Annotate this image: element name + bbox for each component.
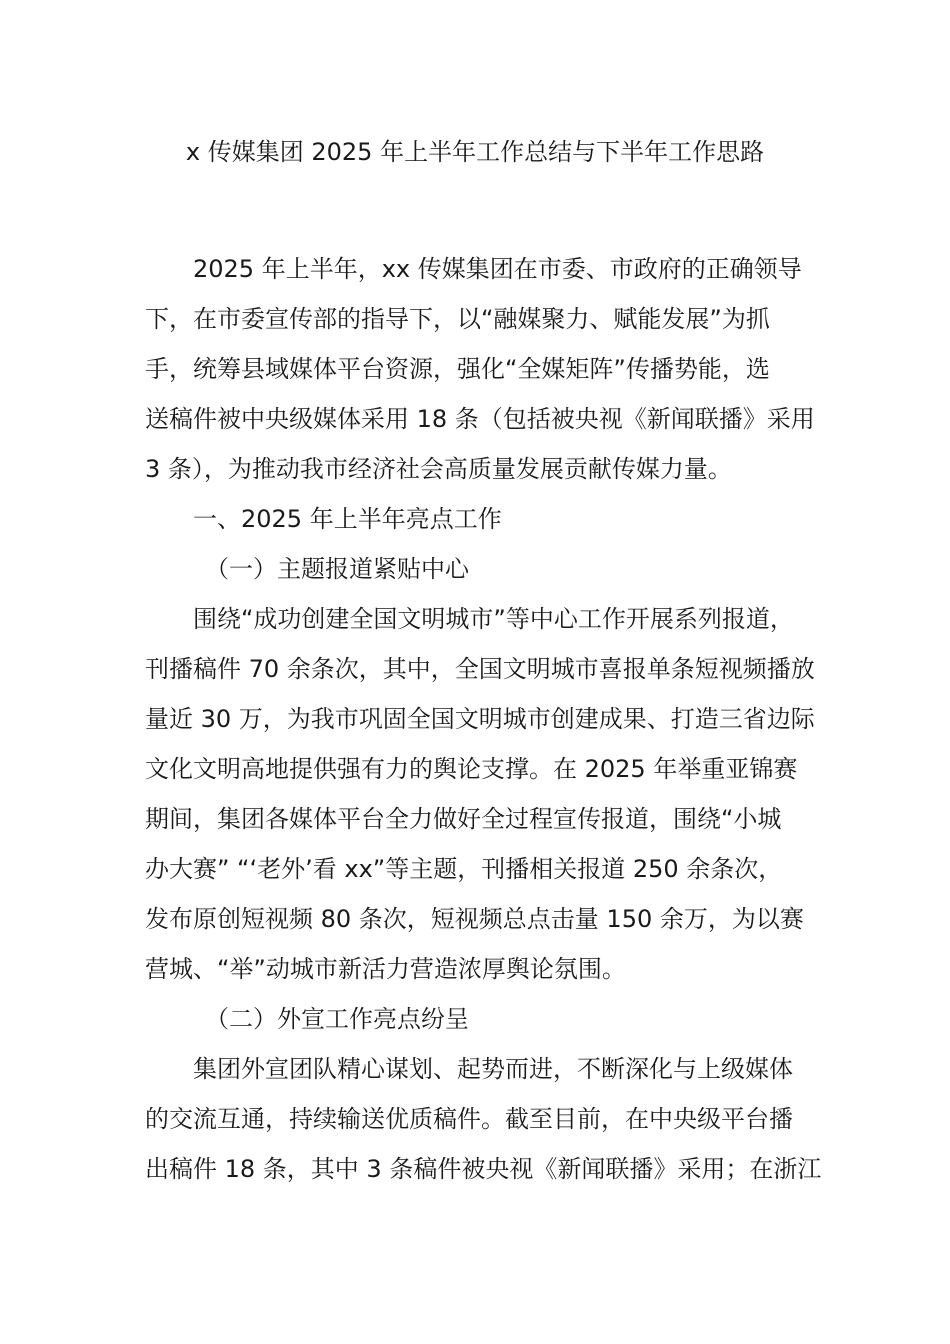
- paragraph-line: 发布原创短视频 80 条次，短视频总点击量 150 余万，为以赛: [145, 905, 804, 933]
- subsection-heading: （一）主题报道紧贴中心: [205, 555, 469, 583]
- paragraph-line: 手，统筹县域媒体平台资源，强化“全媒矩阵”传播势能，选: [145, 355, 770, 383]
- paragraph-line: 3 条），为推动我市经济社会高质量发展贡献传媒力量。: [145, 455, 732, 483]
- section-heading: 一、2025 年上半年亮点工作: [193, 505, 502, 533]
- paragraph-line: 文化文明高地提供强有力的舆论支撑。在 2025 年举重亚锦赛: [145, 755, 798, 783]
- document-body: [145, 244, 822, 1194]
- paragraph-line: 2025 年上半年，xx 传媒集团在市委、市政府的正确领导: [193, 255, 802, 283]
- paragraph-line: 围绕“成功创建全国文明城市”等中心工作开展系列报道，: [193, 605, 794, 633]
- paragraph-line: 量近 30 万，为我市巩固全国文明城市创建成果、打造三省边际: [145, 705, 815, 733]
- paragraph-line: 集团外宣团队精心谋划、起势而进，不断深化与上级媒体: [193, 1055, 793, 1083]
- document-title: x 传媒集团 2025 年上半年工作总结与下半年工作思路: [185, 138, 765, 166]
- paragraph-line: 营城、“举”动城市新活力营造浓厚舆论氛围。: [145, 955, 626, 983]
- paragraph-line: 下，在市委宣传部的指导下，以“融媒聚力、赋能发展”为抓: [145, 305, 770, 333]
- paragraph-line: 办大赛” “‘老外’看 xx”等主题，刊播相关报道 250 余条次，: [145, 855, 783, 883]
- paragraph-line: 的交流互通，持续输送优质稿件。截至目前，在中央级平台播: [145, 1105, 793, 1133]
- paragraph-line: 期间，集团各媒体平台全力做好全过程宣传报道，围绕“小城: [145, 805, 782, 833]
- paragraph-line: 出稿件 18 条，其中 3 条稿件被央视《新闻联播》采用；在浙江: [145, 1155, 822, 1183]
- paragraph-line: 刊播稿件 70 余条次，其中，全国文明城市喜报单条短视频播放: [145, 655, 815, 683]
- paragraph-line: 送稿件被中央级媒体采用 18 条（包括被央视《新闻联播》采用: [145, 405, 815, 433]
- subsection-heading: （二）外宣工作亮点纷呈: [205, 1005, 469, 1033]
